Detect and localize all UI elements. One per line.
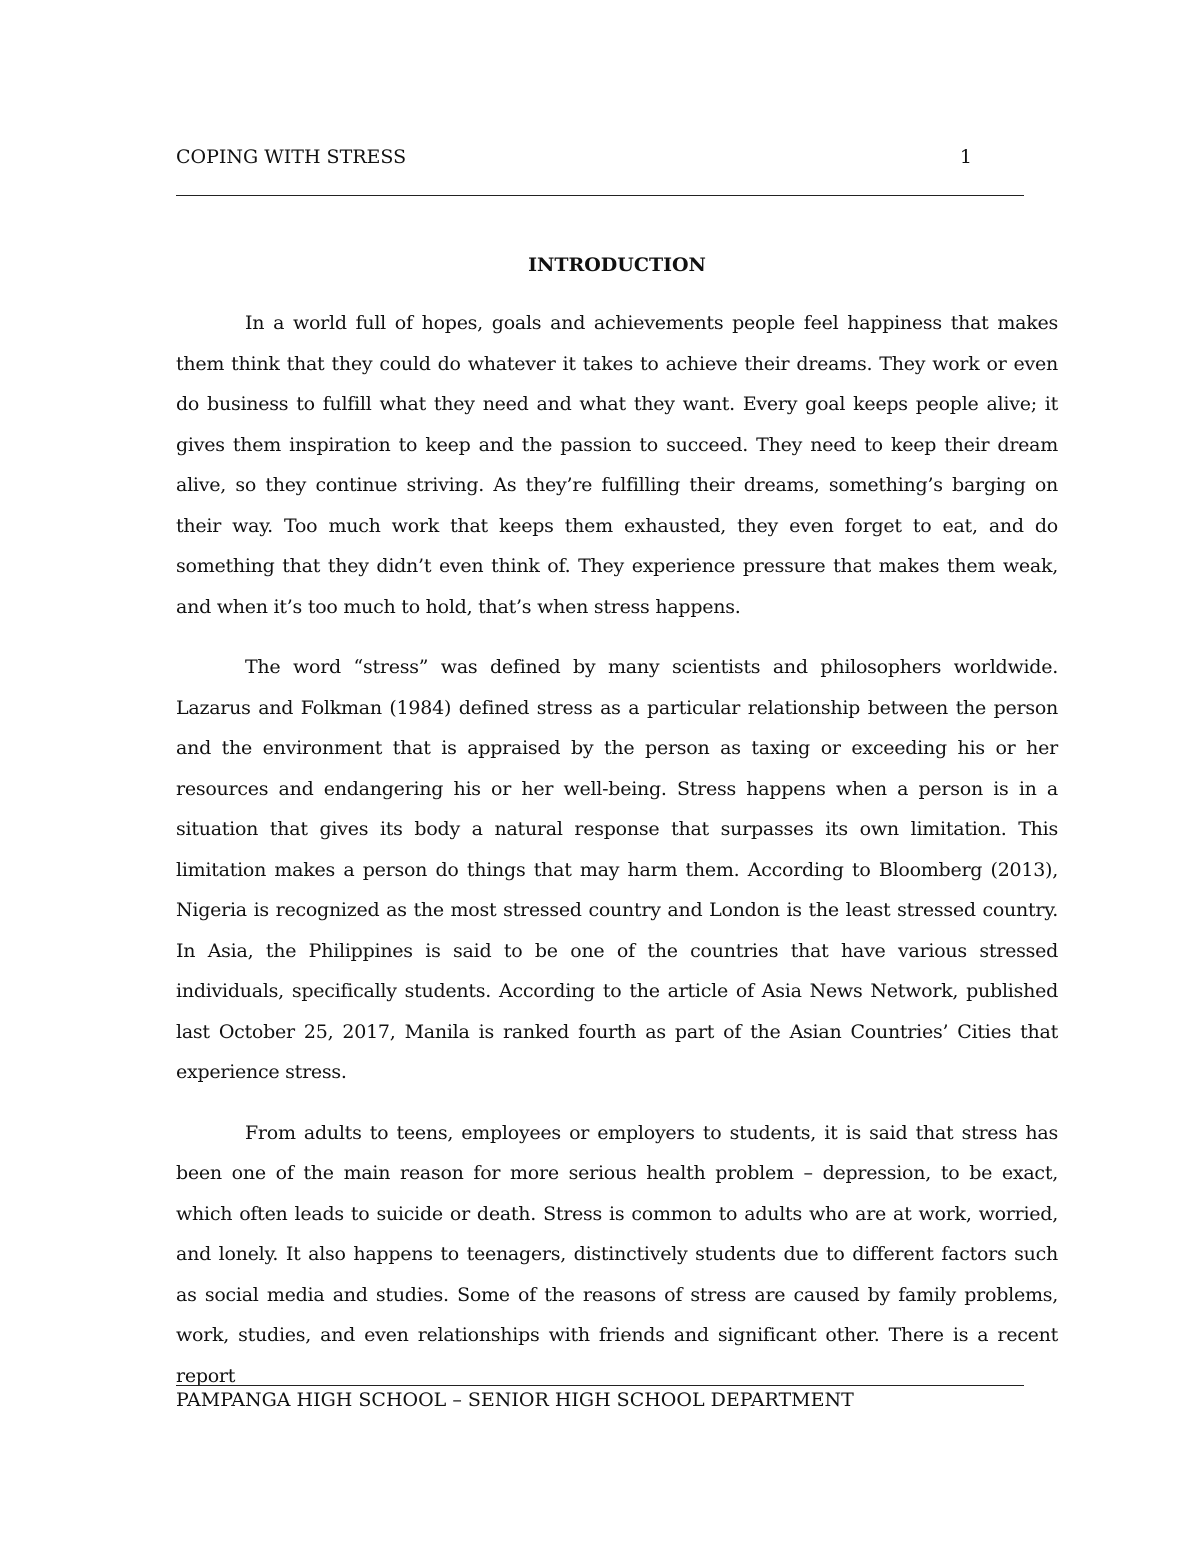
footer-text: PAMPANGA HIGH SCHOOL – SENIOR HIGH SCHOOL DEPARTMENT <box>176 1389 854 1411</box>
body-text <box>176 303 1058 1396</box>
paragraph-2: The word “stress” was defined by many scientists and philosophers worldwide. Lazarus and Folkman (1984) defined stress as a particular relationship between the person and the environment that is appraised by the person as taxing or exceeding his or her resources and endangering his or her well-being. Stress happens when a person is in a situation that gives its body a natural response that surpasses its own limitation. This limitation makes a person do things that may harm them. According to Bloomberg (2013), Nigeria is recognized as the most stressed country and London is the least stressed country. In Asia, the Philippines is said to be one of the countries that have various stressed individuals, specifically students. According to the article of Asia News Network, published last October 25, 2017, Manila is ranked fourth as part of the Asian Countries’ Cities that experience stress. <box>176 656 1058 1083</box>
page-number: 1 <box>959 146 972 168</box>
running-head-title: COPING WITH STRESS <box>176 146 407 168</box>
section-heading: INTRODUCTION <box>528 254 706 276</box>
paragraph-1: In a world full of hopes, goals and achievements people feel happiness that makes them think that they could do whatever it takes to achieve their dreams. They work or even do business to fulfill what they need and what they want. Every goal keeps people alive; it gives them inspiration to keep and the passion to succeed. They need to keep their dream alive, so they continue striving. As they’re fulfilling their dreams, something’s barging on their way. Too much work that keeps them exhausted, they even forget to eat, and do something that they didn’t even think of. They experience pressure that makes them weak, and when it’s too much to hold, that’s when stress happens. <box>176 312 1058 618</box>
paragraph-3: From adults to teens, employees or employers to students, it is said that stress has been one of the main reason for more serious health problem – depression, to be exact, which often leads to suicide or death. Stress is common to adults who are at work, worried, and lonely. It also happens to teenagers, distinctively students due to different factors such as social media and studies. Some of the reasons of stress are caused by family problems, work, studies, and even relationships with friends and significant other. There is a recent report <box>176 1121 1058 1387</box>
page-header <box>176 145 1024 196</box>
page-footer <box>176 1385 1024 1413</box>
